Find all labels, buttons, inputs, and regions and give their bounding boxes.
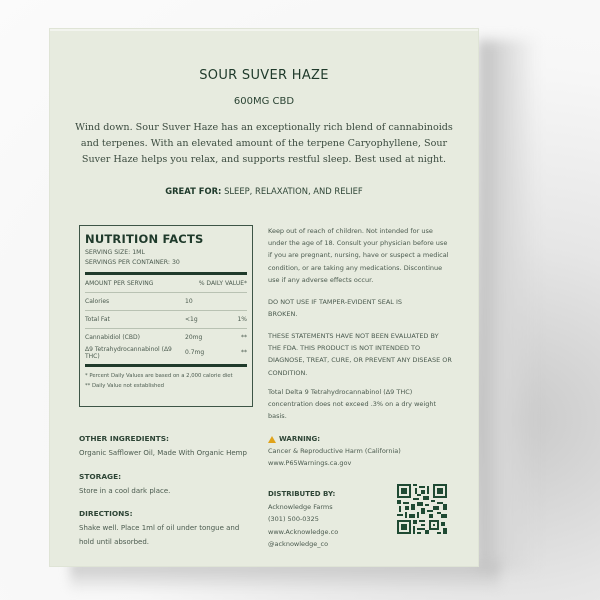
nutrient-pct: ** bbox=[241, 334, 247, 341]
nutrient-label: Total Fat bbox=[85, 316, 110, 323]
nutrient-label: Calories bbox=[85, 298, 110, 305]
daily-value-header: % DAILY VALUE* bbox=[198, 280, 247, 287]
distributed-heading: DISTRIBUTED BY: bbox=[268, 490, 336, 498]
product-description: Wind down. Sour Suver Haze has an exceptionally rich blend of cannabinoids and terpenes. With an elevated amount of the terpene Caryophyllene, Sour Suver Haze helps you relax, and supports restful sleep. Best used at night. bbox=[75, 122, 453, 165]
nutrient-amount: 20mg bbox=[185, 334, 203, 341]
nutrient-label: Δ9 Tetrahydrocannabinol (Δ9 THC) bbox=[85, 345, 172, 360]
footnote-daily-values: * Percent Daily Values are based on a 2,000 calorie diet bbox=[85, 373, 233, 379]
serving-size: SERVING SIZE: 1ML bbox=[85, 249, 145, 256]
directions bbox=[79, 507, 249, 549]
qr-code-icon[interactable] bbox=[397, 484, 447, 534]
distributor-phone: (301) 500-0325 bbox=[268, 515, 319, 523]
nutrition-row bbox=[85, 293, 247, 310]
thc-note: Total Delta 9 Tetrahydrocannabinol (Δ9 THC) concentration does not exceed .3% on a dry weight basis. bbox=[268, 388, 437, 421]
great-for bbox=[50, 186, 478, 196]
nutrient-pct: 1% bbox=[237, 316, 247, 323]
footnote-not-established: ** Daily Value not established bbox=[85, 383, 165, 389]
servings-per-container: SERVINGS PER CONTAINER: 30 bbox=[85, 259, 180, 266]
warning-heading-text: WARNING: bbox=[279, 435, 321, 443]
product-box-back bbox=[50, 29, 478, 566]
nutrition-divider-thick bbox=[85, 364, 247, 367]
tamper-warning: DO NOT USE IF TAMPER-EVIDENT SEAL IS BROKEN. bbox=[268, 298, 403, 319]
nutrient-amount: 0.7mg bbox=[185, 349, 205, 356]
directions-heading: DIRECTIONS: bbox=[79, 509, 133, 518]
box-bottom-shadow bbox=[70, 562, 500, 592]
warning-heading bbox=[268, 433, 458, 445]
nutrient-pct: ** bbox=[241, 349, 247, 356]
great-for-label: GREAT FOR: bbox=[165, 186, 222, 196]
amount-header: AMOUNT PER SERVING bbox=[85, 280, 154, 287]
storage-text: Store in a cool dark place. bbox=[79, 487, 171, 495]
box-side-shadow bbox=[478, 40, 538, 570]
nutrient-amount: <1g bbox=[185, 316, 198, 323]
great-for-value: SLEEP, RELAXATION, AND RELIEF bbox=[224, 186, 363, 196]
storage-heading: STORAGE: bbox=[79, 472, 122, 481]
nutrition-facts-panel bbox=[79, 225, 253, 407]
distributor-website[interactable]: www.Acknowledge.co bbox=[268, 527, 339, 536]
warning-line-1: Cancer & Reproductive Harm (California) bbox=[268, 447, 401, 456]
warning-link[interactable]: www.P65Warnings.ca.gov bbox=[268, 459, 352, 468]
other-ingredients bbox=[79, 432, 247, 460]
storage bbox=[79, 470, 170, 498]
nutrition-footnotes bbox=[85, 371, 247, 391]
distributor-name: Acknowledge Farms bbox=[268, 502, 333, 511]
other-ingredients-text: Organic Safflower Oil, Made With Organic Hemp bbox=[79, 449, 247, 457]
directions-text: Shake well. Place 1ml of oil under tongue and hold until absorbed. bbox=[79, 524, 240, 546]
nutrient-amount: 10 bbox=[185, 298, 193, 305]
nutrition-row bbox=[85, 329, 247, 346]
warning-triangle-icon bbox=[268, 436, 276, 443]
fda-disclaimer: THESE STATEMENTS HAVE NOT BEEN EVALUATED BY THE FDA. THIS PRODUCT IS NOT INTENDED TO DIAGNOSE, TREAT, CURE, OR PREVENT ANY DISEASE OR CONDITION. bbox=[268, 332, 452, 377]
other-ingredients-heading: OTHER INGREDIENTS: bbox=[79, 434, 170, 443]
nutrition-row bbox=[85, 311, 247, 328]
product-strength: 600MG CBD bbox=[233, 96, 295, 107]
caution-text: Keep out of reach of children. Not intended for use under the age of 18. Consult your physician before use if you are pregnant, nursing, have or suspect a medical condition, or are taking any medications. Discontinue use if any adverse effects occur. bbox=[268, 227, 449, 284]
nutrient-label: Cannabidiol (CBD) bbox=[85, 334, 140, 341]
nutrition-header-row bbox=[85, 275, 247, 292]
product-name: SOUR SUVER HAZE bbox=[199, 68, 329, 83]
nutrition-row bbox=[85, 346, 247, 359]
distributor-social[interactable]: @acknowledge_co bbox=[268, 540, 329, 548]
nutrition-title: NUTRITION FACTS bbox=[85, 232, 204, 246]
prop65-warning bbox=[268, 433, 458, 470]
box-top-edge bbox=[50, 29, 478, 31]
